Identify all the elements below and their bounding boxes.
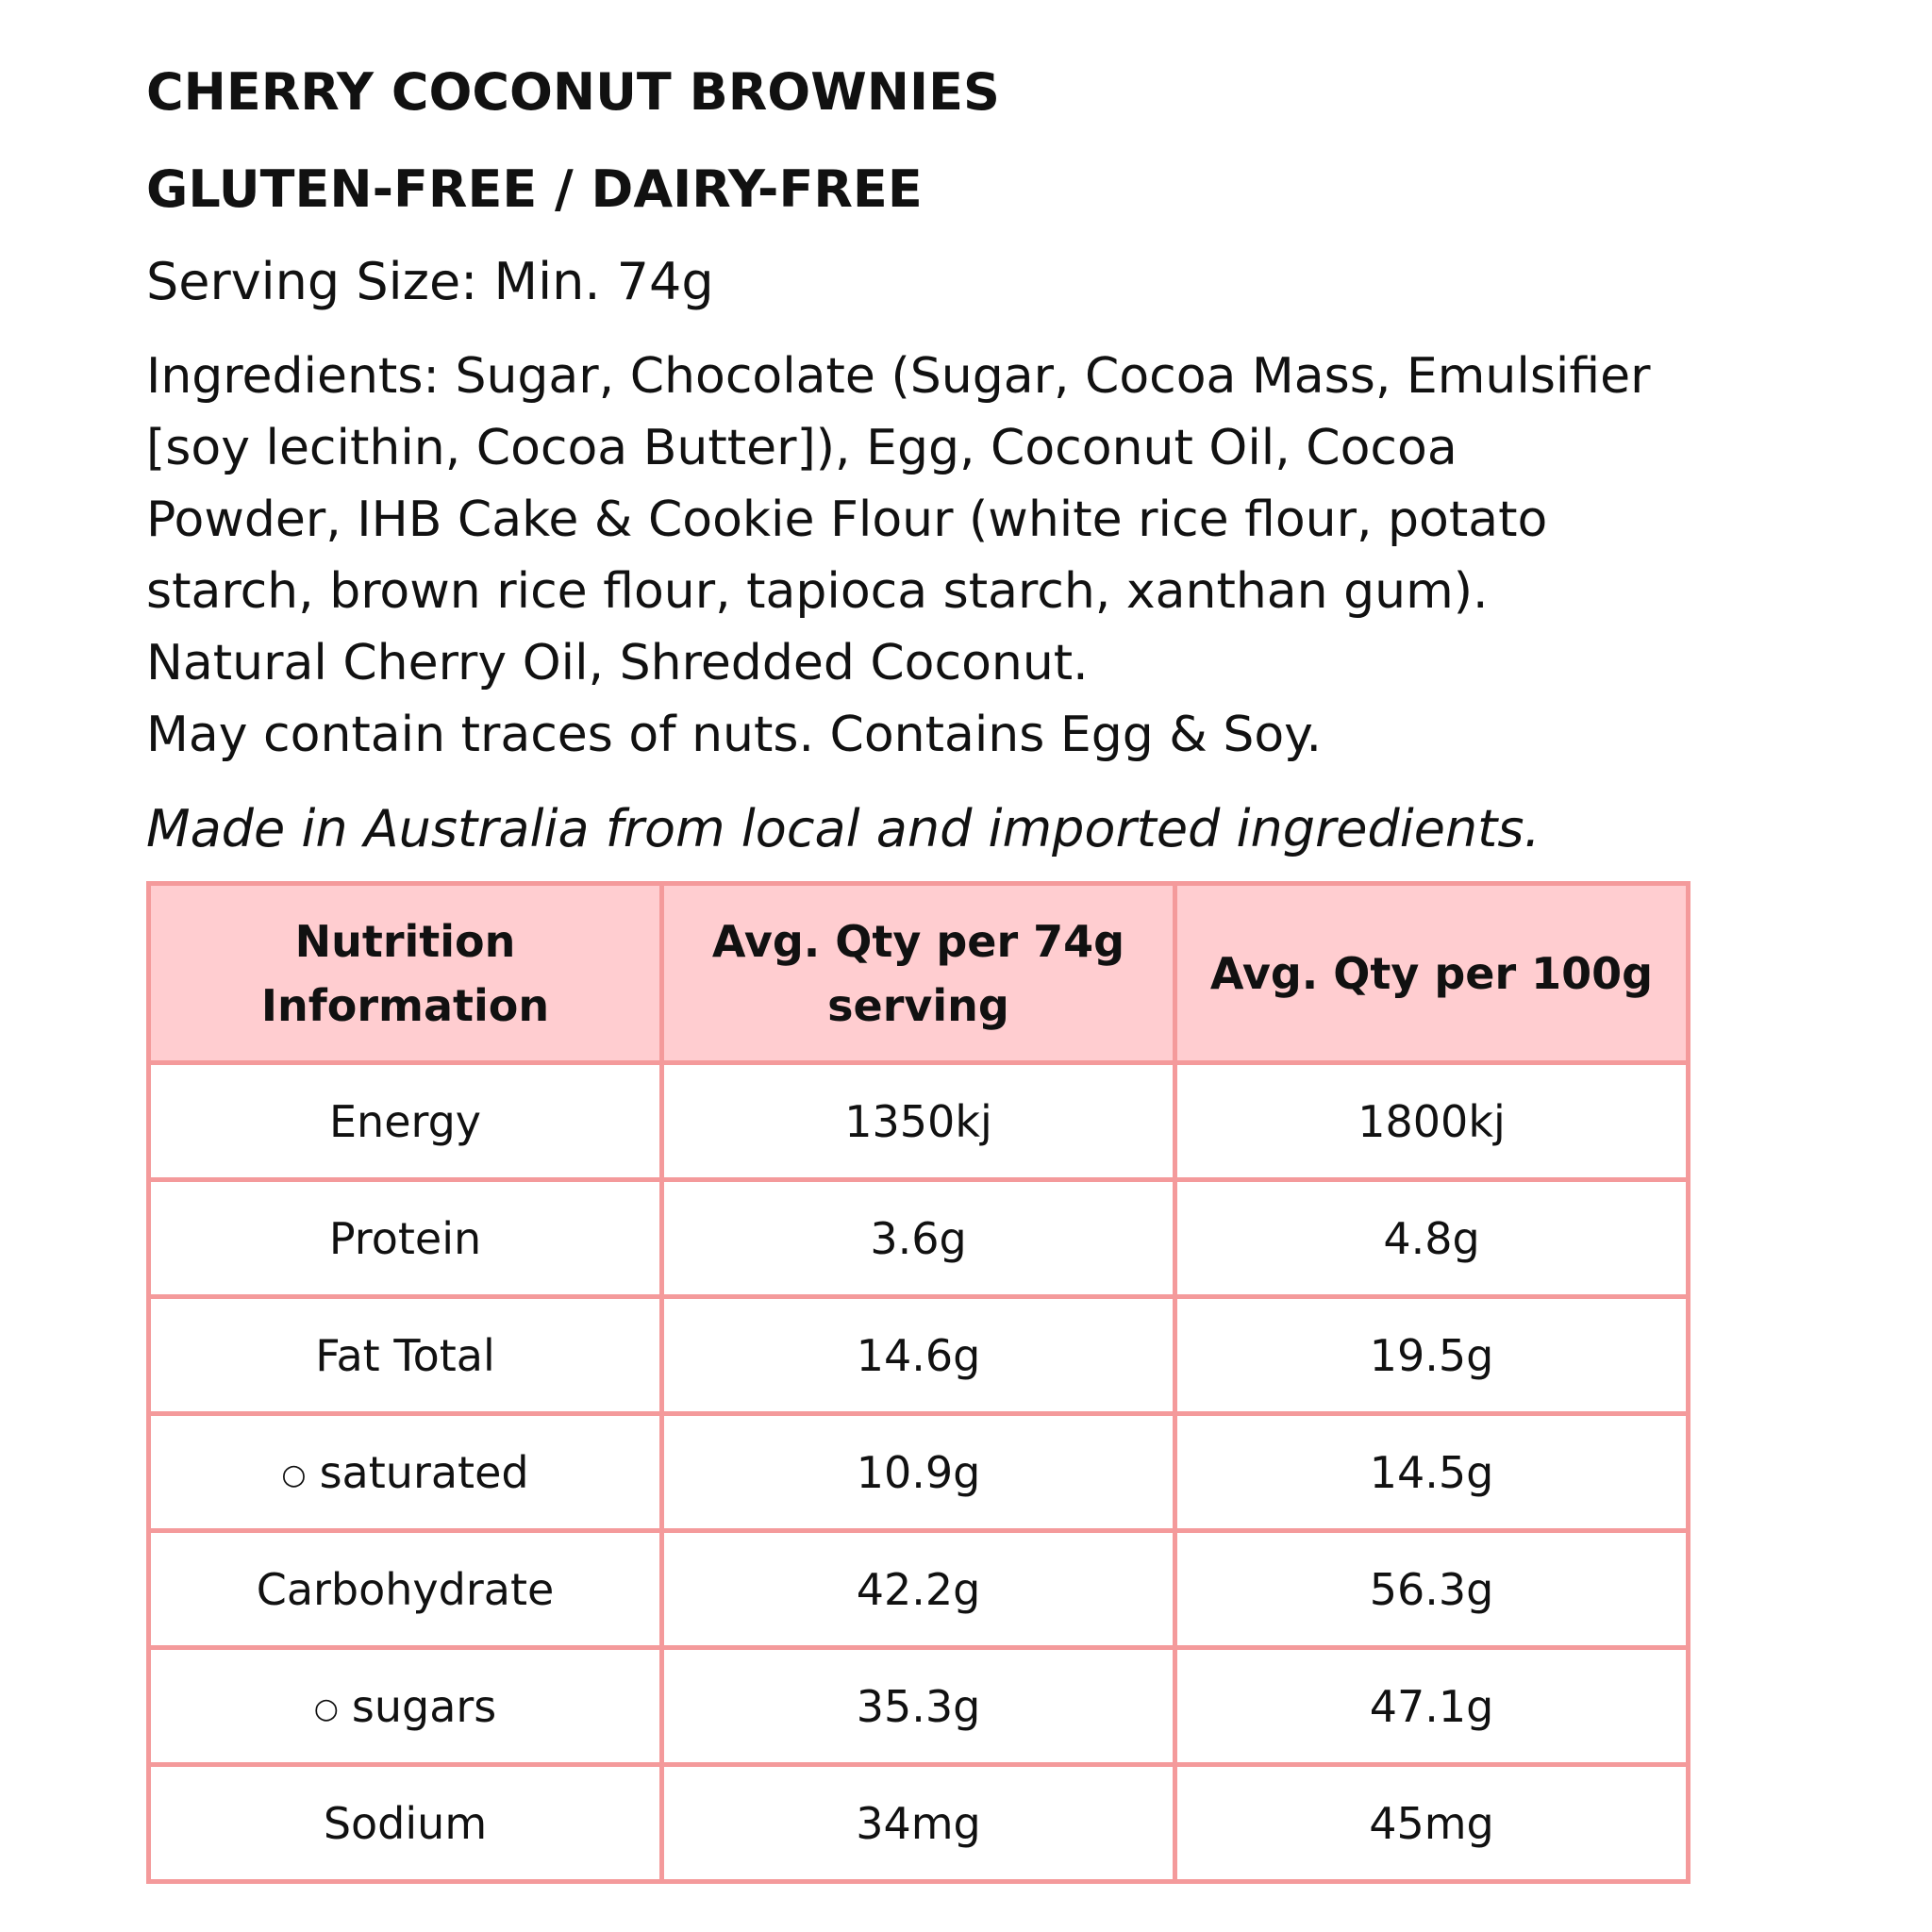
sub-item-circle-icon: ○	[313, 1691, 339, 1725]
header-per-serving: Avg. Qty per 74g serving	[662, 884, 1175, 1063]
table-row	[149, 1180, 1689, 1297]
row-label-saturated-cell	[149, 1414, 662, 1531]
row-per100-carbohydrate: 56.3g	[1175, 1531, 1689, 1648]
row-serving-sugars: 35.3g	[662, 1648, 1175, 1765]
table-row	[149, 1765, 1689, 1882]
product-subtitle: GLUTEN-FREE / DAIRY-FREE	[146, 159, 923, 219]
row-label-protein: Protein	[149, 1180, 662, 1297]
header-per-100g: Avg. Qty per 100g	[1175, 884, 1689, 1063]
row-label-sugars-cell	[149, 1648, 662, 1765]
table-row	[149, 1531, 1689, 1648]
origin-statement: Made in Australia from local and imported ingredients.	[146, 799, 1541, 858]
row-serving-fat-total: 14.6g	[662, 1297, 1175, 1414]
nutrition-header-row	[149, 884, 1689, 1063]
table-row	[149, 1063, 1689, 1180]
label-content	[146, 57, 1750, 1884]
row-serving-saturated: 10.9g	[662, 1414, 1175, 1531]
nutrition-table	[146, 881, 1690, 1884]
row-per100-protein: 4.8g	[1175, 1180, 1689, 1297]
row-serving-sodium: 34mg	[662, 1765, 1175, 1882]
row-serving-carbohydrate: 42.2g	[662, 1531, 1175, 1648]
ingredients-text: Ingredients: Sugar, Chocolate (Sugar, Cocoa Mass, Emulsifier [soy lecithin, Cocoa Butter]), Egg, Coconut Oil, Cocoa Powder, IHB Cake & Cookie Flour (white rice flour, potato starch, brown rice flour, tapioca starch, xanthan gum). Natural Cherry Oil, Shredded Coconut. May contain traces of nuts. Contains Egg & Soy.	[146, 348, 1651, 763]
row-per100-saturated: 14.5g	[1175, 1414, 1689, 1531]
header-nutrition-information: Nutrition Information	[149, 884, 662, 1063]
row-label-sugars: sugars	[351, 1680, 497, 1732]
row-per100-energy: 1800kj	[1175, 1063, 1689, 1180]
row-label-fat-total: Fat Total	[149, 1297, 662, 1414]
row-label-energy: Energy	[149, 1063, 662, 1180]
sub-item-circle-icon: ○	[281, 1457, 307, 1491]
row-per100-fat-total: 19.5g	[1175, 1297, 1689, 1414]
row-serving-energy: 1350kj	[662, 1063, 1175, 1180]
row-per100-sodium: 45mg	[1175, 1765, 1689, 1882]
row-label-saturated: saturated	[319, 1446, 529, 1498]
row-label-sodium: Sodium	[149, 1765, 662, 1882]
table-row	[149, 1297, 1689, 1414]
table-row	[149, 1414, 1689, 1531]
serving-size: Serving Size: Min. 74g	[146, 252, 714, 311]
product-title: CHERRY COCONUT BROWNIES	[146, 62, 1000, 122]
row-per100-sugars: 47.1g	[1175, 1648, 1689, 1765]
row-serving-protein: 3.6g	[662, 1180, 1175, 1297]
row-label-carbohydrate: Carbohydrate	[149, 1531, 662, 1648]
table-row	[149, 1648, 1689, 1765]
